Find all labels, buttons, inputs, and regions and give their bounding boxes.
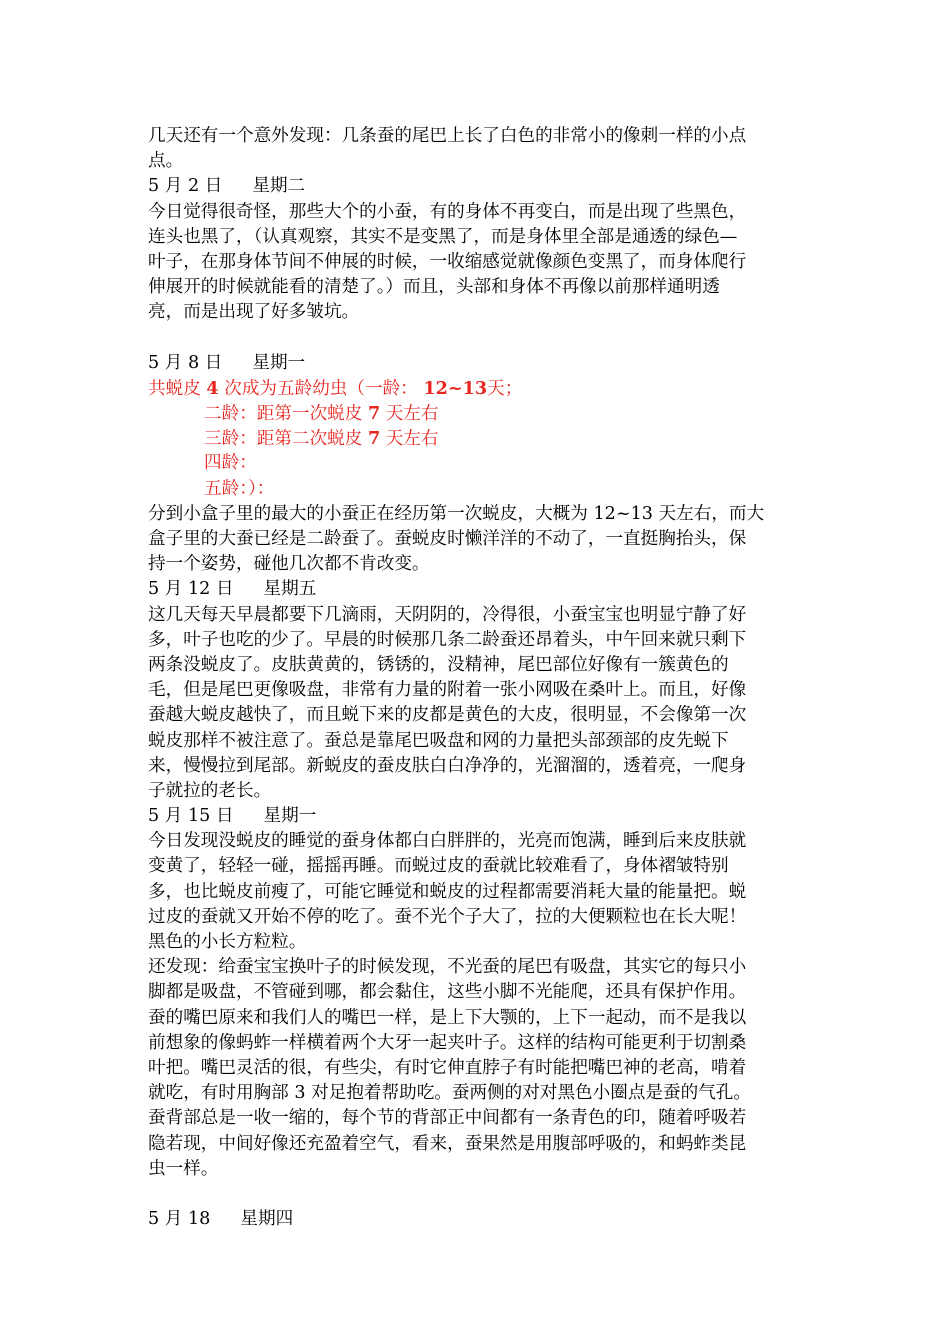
- molt-stage-line-4: 四龄：: [204, 453, 257, 474]
- entry-weekday: 星期五: [263, 579, 317, 600]
- entry-heading-0512: [148, 577, 808, 602]
- paragraph-line: 今日发现没蜕皮的睡觉的蚕身体都白白胖胖的，光亮而饱满，睡到后来皮肤就: [148, 831, 747, 852]
- paragraph-line: 蚕的嘴巴原来和我们人的嘴巴一样，是上下大颚的，上下一起动，而不是我以: [148, 1007, 747, 1028]
- paragraph-line: 多，也比蜕皮前瘦了，可能它睡觉和蜕皮的过程都需要消耗大量的能量把。蜕: [148, 881, 747, 902]
- paragraph-line: 来，慢慢拉到尾部。新蜕皮的蚕皮肤白白净净的，光溜溜的，透着亮，一爬身: [148, 755, 747, 776]
- paragraph-line: 毛，但是尾巴更像吸盘，非常有力量的附着一张小网吸在桑叶上。而且，好像: [148, 680, 747, 701]
- entry-date: 5 月 8 日: [148, 352, 223, 373]
- paragraph-line: 过皮的蚕就又开始不停的吃了。蚕不光个子大了，拉的大便颗粒也在长大呢！: [148, 906, 747, 927]
- paragraph-line: 这几天每天早晨都要下几滴雨，天阴阴的，冷得很，小蚕宝宝也明显宁静了好: [148, 604, 747, 625]
- entry-heading-0515: [148, 804, 808, 829]
- stage-text: 二龄：距第一次蜕皮: [204, 404, 363, 425]
- entry-date: 5 月 18: [148, 1209, 211, 1230]
- stage-text: 天左右: [385, 429, 439, 450]
- paragraph-line: 多，叶子也吃的少了。早晨的时候那几条二龄蚕还昂着头，中午回来就只剩下: [148, 629, 747, 650]
- paragraph-line: 连头也黑了，（认真观察，其实不是变黑了，而是身体里全部是通透的绿色—: [148, 226, 738, 247]
- entry-heading-0508: [148, 351, 808, 376]
- stage-text: 次成为五龄幼虫（一龄：: [224, 378, 418, 399]
- entry-date: 5 月 12 日: [148, 579, 234, 600]
- paragraph-line: 就吃，有时用胸部 3 对足抱着帮助吃。蚕两侧的对对黑色小圈点是蚕的气孔。: [148, 1083, 751, 1104]
- paragraph-line: 分到小盒子里的最大的小蚕正在经历第一次蜕皮，大概为 12~13 天左右，而大: [148, 503, 765, 524]
- paragraph-line: 蚕越大蜕皮越快了，而且蜕下来的皮都是黄色的大皮，很明显，不会像第一次: [148, 705, 747, 726]
- intro-line: 几天还有一个意外发现：几条蚕的尾巴上长了白色的非常小的像刺一样的小点: [148, 126, 747, 146]
- document-page: [148, 124, 808, 1232]
- paragraph-line: 盒子里的大蚕已经是二龄蚕了。蚕蜕皮时懒洋洋的不动了，一直挺胸抬头，保: [148, 529, 747, 549]
- paragraph-line: 今日觉得很奇怪，那些大个的小蚕，有的身体不再变白，而是出现了些黑色，: [148, 201, 747, 222]
- paragraph-line: 隐若现，中间好像还充盈着空气，看来，蚕果然是用腹部呼吸的，和蚂蚱类昆: [148, 1133, 747, 1154]
- paragraph-line: 还发现：给蚕宝宝换叶子的时候发现，不光蚕的尾巴有吸盘，其实它的每只小: [148, 957, 747, 978]
- paragraph-line: 虫一样。: [148, 1158, 219, 1179]
- stage-number: 4: [206, 377, 219, 399]
- stage-text: 三龄：距第二次蜕皮: [204, 429, 363, 450]
- stage-number: 7: [367, 428, 381, 450]
- molt-stage-line-2: [148, 401, 808, 426]
- paragraph-line: 叶子，在那身体节间不伸展的时候，一收缩感觉就像颜色变黑了，而身体爬行: [148, 251, 747, 272]
- entry-weekday: 星期二: [252, 176, 306, 197]
- entry-date: 5 月 15 日: [148, 806, 234, 827]
- entry-weekday: 星期四: [240, 1209, 294, 1230]
- stage-text: 天；: [487, 378, 523, 399]
- stage-text: 天左右: [385, 404, 439, 425]
- entry-weekday: 星期一: [252, 352, 306, 373]
- blank-line: [148, 326, 808, 351]
- molt-stage-line-3: [148, 426, 808, 451]
- paragraph-line: 脚都是吸盘，不管碰到哪，都会黏住，这些小脚不光能爬，还具有保护作用。: [148, 982, 747, 1003]
- entry-weekday: 星期一: [263, 806, 317, 827]
- paragraph-line: 两条没蜕皮了。皮肤黄黄的，锈锈的，没精神，尾巴部位好像有一簇黄色的: [148, 654, 729, 675]
- blank-line: [148, 1182, 808, 1207]
- entry-heading-0502: [148, 174, 808, 199]
- molt-stage-line-5: 五龄：）：: [204, 478, 275, 499]
- stage-number: 7: [367, 403, 381, 425]
- stage-number: 12~13: [423, 377, 488, 399]
- stage-text: 共蜕皮: [148, 378, 201, 399]
- entry-heading-0518: [148, 1207, 808, 1232]
- paragraph-line: 蜕皮那样不被注意了。蚕总是靠尾巴吸盘和网的力量把头部颈部的皮先蜕下: [148, 730, 729, 751]
- paragraph-line: 伸展开的时候就能看的清楚了。）而且，头部和身体不再像以前那样通明透: [148, 277, 720, 298]
- paragraph-line: 蚕背部总是一收一缩的，每个节的背部正中间都有一条青色的印，随着呼吸若: [148, 1108, 747, 1129]
- entry-date: 5 月 2 日: [148, 176, 223, 197]
- paragraph-line: 变黄了，轻轻一碰，摇摇再睡。而蜕过皮的蚕就比较难看了，身体褶皱特别: [148, 856, 729, 877]
- paragraph-line: 黑色的小长方粒粒。: [148, 932, 307, 952]
- paragraph-line: 前想象的像蚂蚱一样横着两个大牙一起夹叶子。这样的结构可能更利于切割桑: [148, 1032, 747, 1053]
- paragraph-line: 亮，而是出现了好多皱坑。: [148, 302, 360, 323]
- paragraph-line: 叶把。嘴巴灵活的很，有些尖，有时它伸直脖子有时能把嘴巴神的老高，啃着: [148, 1057, 747, 1078]
- paragraph-line: 持一个姿势，碰他几次都不肯改变。: [148, 554, 430, 575]
- molt-stage-line-1: [148, 376, 808, 401]
- paragraph-line: 子就拉的老长。: [148, 780, 272, 801]
- intro-line: 点。: [148, 151, 184, 172]
